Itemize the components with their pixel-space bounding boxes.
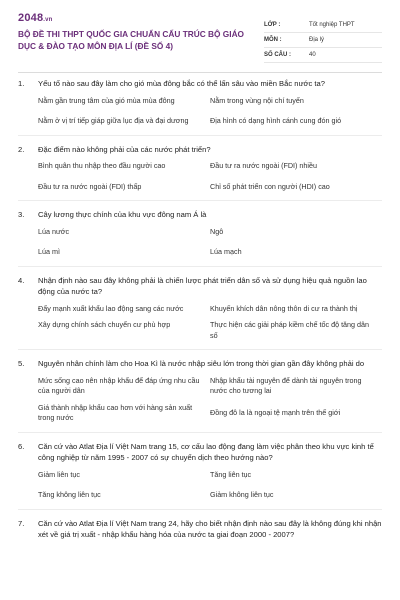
logo-main: 2048 [18, 12, 44, 24]
meta-label: LỚP : [264, 22, 281, 28]
question-6 [18, 441, 382, 510]
question-5 [18, 358, 382, 433]
option-a[interactable]: Giảm liên tục [38, 469, 80, 479]
question-separator [18, 266, 382, 267]
option-b[interactable]: Nằm trong vùng nội chí tuyến [210, 95, 304, 105]
option-c[interactable]: Lúa mì [38, 247, 60, 256]
question-text: Nguyên nhân chính làm cho Hoa Kì là nước nhập siêu lớn trong thời gian gần đây không phải do [38, 359, 365, 368]
option-list [38, 376, 382, 424]
option-a[interactable]: Nằm gần trung tâm của gió mùa mùa đông [38, 95, 175, 105]
meta-value: Tốt nghiệp THPT [309, 22, 355, 28]
option-d[interactable]: Địa hình có dạng hình cánh cung đón gió [210, 116, 342, 125]
option-d[interactable]: Lúa mạch [210, 247, 242, 256]
meta-row-subject [264, 33, 382, 48]
meta-label: SỐ CÂU : [264, 52, 291, 58]
option-d[interactable]: Đồng đô la là ngoại tệ mạnh trên thế giới [210, 407, 341, 417]
meta-value: Địa lý [309, 37, 325, 43]
option-list [38, 96, 382, 127]
question-list [18, 78, 382, 541]
meta-value: 40 [309, 52, 316, 58]
header-left [18, 12, 253, 64]
question-3 [18, 209, 382, 267]
meta-label: MÔN : [264, 37, 282, 43]
question-text: Căn cứ vào Atlat Địa lí Việt Nam trang 24, hãy cho biết nhận định nào sau đây là không đúng khi nhận xét về giá trị xuất - nhập khẩu hàng hóa của nước ta giai đoạn 2000 - 2007? [38, 518, 382, 539]
logo-sub: .vn [43, 17, 53, 23]
question-number: 1. [18, 79, 25, 88]
question-text: Căn cứ vào Atlat Địa lí Việt Nam trang 15, cơ cấu lao động đang làm việc phân theo khu vực kinh tế công nghiệp từ năm 1995 - 2007 có sự chuyển dịch theo hướng nào? [38, 441, 374, 462]
option-c[interactable]: Xây dựng chính sách chuyển cư phù hợp [38, 320, 171, 329]
question-head [18, 441, 382, 464]
option-list [38, 227, 382, 258]
question-number: 7. [18, 518, 25, 528]
question-number: 6. [18, 441, 25, 451]
option-list [38, 304, 382, 342]
option-a[interactable]: Mức sống cao nên nhập khẩu để đáp ứng nhu cầu của người dân [38, 375, 200, 395]
question-separator [18, 349, 382, 350]
document-header [18, 0, 382, 64]
question-head [18, 518, 382, 541]
question-7 [18, 518, 382, 541]
question-head [18, 275, 382, 298]
option-b[interactable]: Nhập khẩu tài nguyên để dành tài nguyên trong nước cho tương lai [210, 375, 362, 395]
question-2 [18, 144, 382, 202]
document-meta [264, 12, 382, 64]
option-b[interactable]: Khuyến khích dân nông thôn di cư ra thành thị [210, 303, 358, 313]
option-d[interactable]: Giảm không liên tục [210, 490, 274, 499]
option-c[interactable]: Nằm ở vị trí tiếp giáp giữa lục địa và đại dương [38, 116, 189, 125]
option-c[interactable]: Giá thành nhập khẩu cao hơn với hàng sản xuất trong nước [38, 402, 193, 422]
option-c[interactable]: Đầu tư ra nước ngoài (FDI) thấp [38, 181, 142, 191]
question-separator [18, 135, 382, 136]
header-divider [18, 72, 382, 73]
question-separator [18, 432, 382, 433]
option-c[interactable]: Tăng không liên tục [38, 490, 101, 499]
question-text: Yếu tố nào sau đây làm cho gió mùa đông bắc có thể lấn sâu vào miền Bắc nước ta? [38, 79, 325, 88]
question-head [18, 144, 382, 156]
option-list [38, 470, 382, 501]
question-4 [18, 275, 382, 351]
question-separator [18, 509, 382, 510]
question-head [18, 209, 382, 221]
question-text: Nhận định nào sau đây không phải là chiến lược phát triển dân số và sử dụng hiệu quả nguồn lao động của nước ta? [38, 275, 367, 296]
option-b[interactable]: Tăng liên tục [210, 469, 252, 479]
question-head [18, 358, 382, 370]
option-a[interactable]: Lúa nước [38, 226, 70, 236]
question-text: Đặc điểm nào không phải của các nước phát triển? [38, 144, 211, 154]
option-b[interactable]: Ngô [210, 226, 224, 236]
site-logo[interactable] [18, 12, 253, 24]
question-text: Cây lương thực chính của khu vực đông nam Á là [38, 210, 207, 219]
meta-row-class [264, 18, 382, 33]
question-head [18, 78, 382, 90]
option-d[interactable]: Chỉ số phát triển con người (HDI) cao [210, 181, 330, 191]
option-b[interactable]: Đầu tư ra nước ngoài (FDI) nhiều [210, 161, 318, 170]
option-d[interactable]: Thực hiện các giải pháp kiềm chế tốc độ tăng dân số [210, 320, 370, 340]
question-number: 5. [18, 359, 25, 368]
question-1 [18, 78, 382, 136]
question-number: 4. [18, 275, 25, 285]
meta-row-count [264, 48, 382, 63]
option-a[interactable]: Bình quân thu nhập theo đầu người cao [38, 161, 166, 170]
question-number: 3. [18, 210, 25, 219]
option-list [38, 161, 382, 192]
question-number: 2. [18, 144, 25, 154]
document-title: BỘ ĐỀ THI THPT QUỐC GIA CHUẨN CẤU TRÚC BỘ GIÁO DỤC & ĐÀO TẠO MÔN ĐỊA LÍ (ĐỀ SỐ 4) [18, 29, 245, 51]
option-a[interactable]: Đẩy mạnh xuất khẩu lao động sang các nước [38, 303, 184, 313]
question-separator [18, 200, 382, 201]
